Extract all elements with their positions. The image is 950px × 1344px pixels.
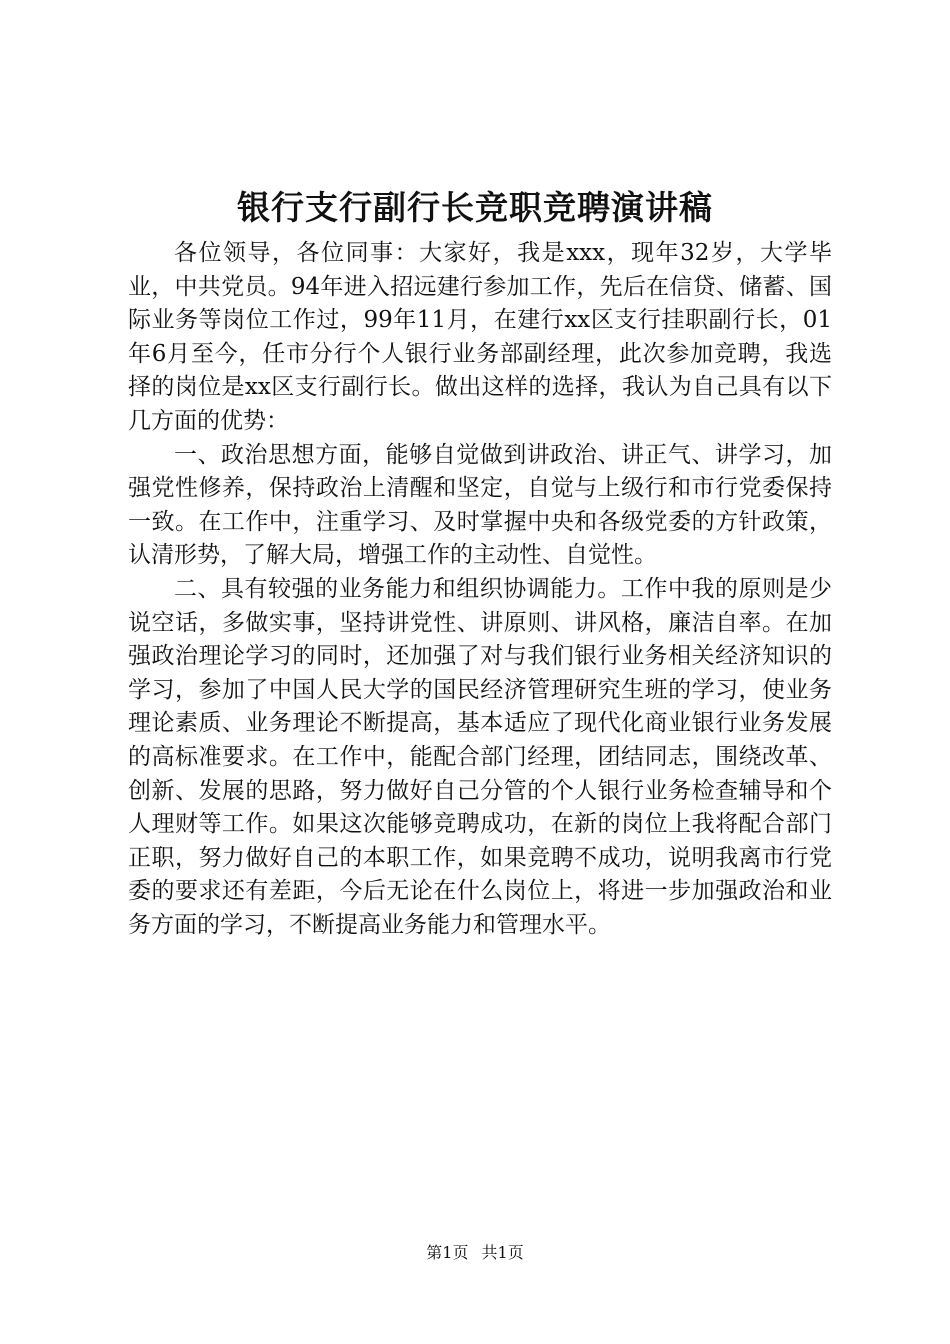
page-footer xyxy=(0,1241,950,1265)
page-number-current: 第1页 xyxy=(426,1243,469,1262)
document-body xyxy=(128,237,832,942)
document-title: 银行支行副行长竞职竞聘演讲稿 xyxy=(237,188,713,227)
paragraph-business: 二、具有较强的业务能力和组织协调能力。工作中我的原则是少说空话，多做实事，坚持讲党性、讲原则、讲风格，廉洁自率。在加强政治理论学习的同时，还加强了对与我们银行业务相关经济知识的学习，参加了中国人民大学的国民经济管理研究生班的学习，使业务理论素质、业务理论不断提高，基本适应了现代化商业银行业务发展的高标准要求。在工作中，能配合部门经理，团结同志，围绕改革、创新、发展的思路，努力做好自己分管的个人银行业务检查辅导和个人理财等工作。如果这次能够竞聘成功，在新的岗位上我将配合部门正职，努力做好自己的本职工作，如果竞聘不成功，说明我离市行党委的要求还有差距，今后无论在什么岗位上，将进一步加强政治和业务方面的学习，不断提高业务能力和管理水平。 xyxy=(128,575,832,938)
paragraph-political: 一、政治思想方面，能够自觉做到讲政治、讲正气、讲学习，加强党性修养，保持政治上清醒和坚定，自觉与上级行和市行党委保持一致。在工作中，注重学习、及时掌握中央和各级党委的方针政策，认清形势，了解大局，增强工作的主动性、自觉性。 xyxy=(128,441,832,569)
paragraph-intro: 各位领导，各位同事：大家好，我是xxx，现年32岁，大学毕业，中共党员。94年进入招远建行参加工作，先后在信贷、储蓄、国际业务等岗位工作过，99年11月，在建行xx区支行挂职副行长，01年6月至今，任市分行个人银行业务部副经理，此次参加竞聘，我选择的岗位是xx区支行副行长。做出这样的选择，我认为自己具有以下几方面的优势： xyxy=(128,240,832,434)
page-number-total: 共1页 xyxy=(481,1243,524,1262)
